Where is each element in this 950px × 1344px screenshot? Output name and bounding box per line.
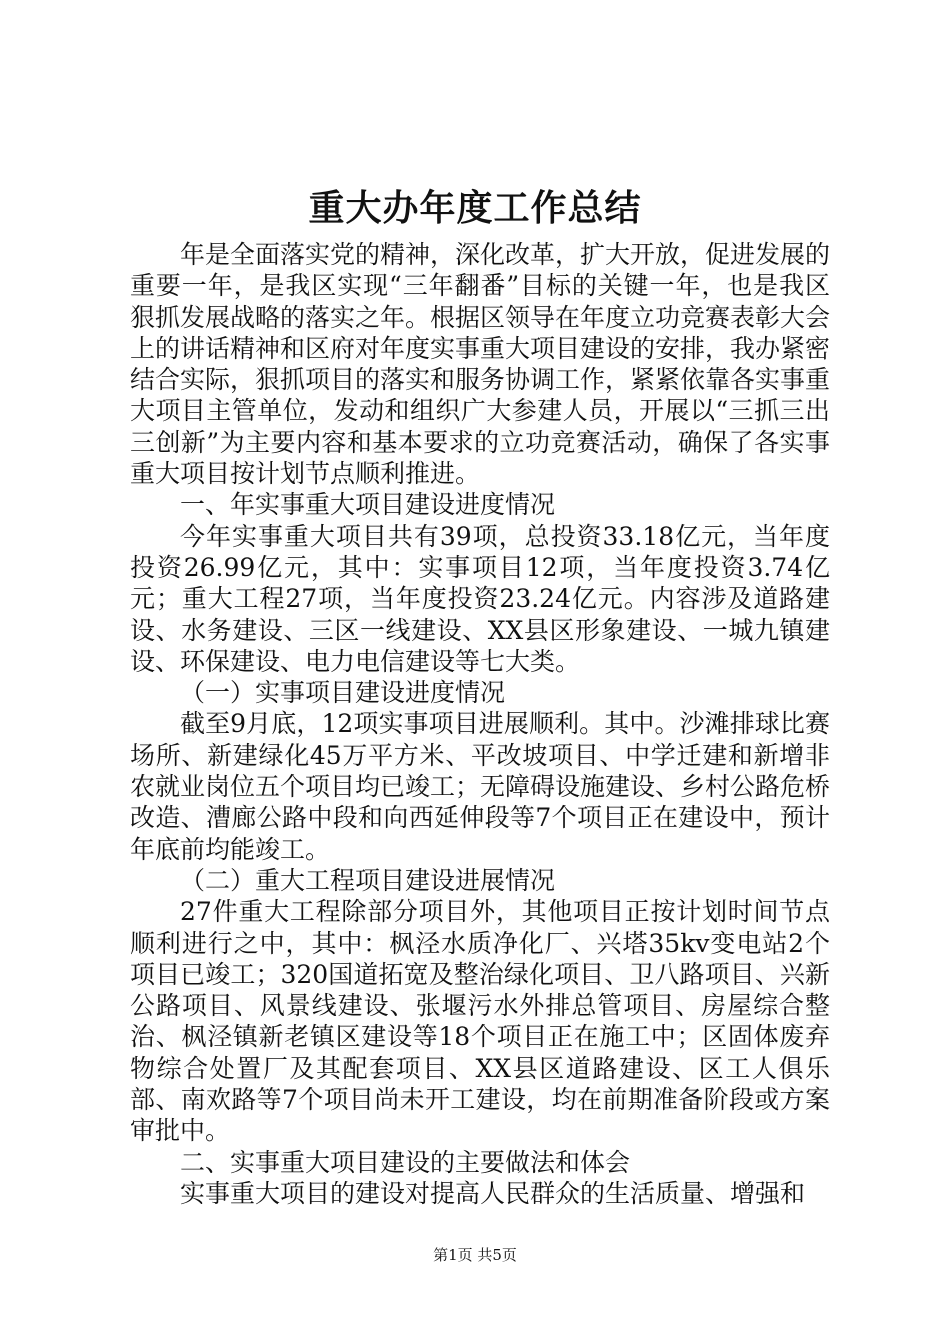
subsection-heading-1: （一）实事项目建设进度情况 xyxy=(180,678,506,708)
section-heading-1: 一、年实事重大项目建设进度情况 xyxy=(180,490,556,520)
document-body xyxy=(130,239,830,1209)
subsection-heading-2: （二）重大工程项目建设进展情况 xyxy=(180,865,556,895)
page-number-footer: 第1页 共5页 xyxy=(433,1246,517,1264)
paragraph-intro: 年是全面落实党的精神，深化改革，扩大开放，促进发展的重要一年，是我区实现“三年翻番”目标的关键一年，也是我区狠抓发展战略的落实之年。根据区领导在年度立功竞赛表彰大会上的讲话精神和区府对年度实事重大项目建设的安排，我办紧密结合实际，狠抓项目的落实和服务协调工作，紧紧依靠各实事重大项目主管单位，发动和组织广大参建人员，开展以“三抓三出三创新”为主要内容和基本要求的立功竞赛活动，确保了各实事重大项目按计划节点顺利推进。 xyxy=(130,240,831,489)
section-heading-2: 二、实事重大项目建设的主要做法和体会 xyxy=(180,1147,631,1177)
paragraph-practical-projects: 截至9月底，12项实事项目进展顺利。其中。沙滩排球比赛场所、新建绿化45万平方米、平改坡项目、中学迁建和新增非农就业岗位五个项目均已竣工；无障碍设施建设、乡村公路危桥改造、漕廊公路中段和向西延伸段等7个项目正在建设中，预计年底前均能竣工。 xyxy=(130,709,831,864)
paragraph-major-projects: 27件重大工程除部分项目外，其他项目正按计划时间节点顺利进行之中，其中：枫泾水质净化厂、兴塔35kv变电站2个项目已竣工；320国道拓宽及整治绿化项目、卫八路项目、兴新公路项目、风景线建设、张堰污水外排总管项目、房屋综合整治、枫泾镇新老镇区建设等18个项目正在施工中；区固体废弃物综合处置厂及其配套项目、XX县区道路建设、区工人俱乐部、南欢路等7个项目尚未开工建设，均在前期准备阶段或方案审批中。 xyxy=(130,897,830,1146)
document-title: 重大办年度工作总结 xyxy=(308,187,642,229)
paragraph-practices: 实事重大项目的建设对提高人民群众的生活质量、增强和 xyxy=(180,1178,806,1208)
paragraph-overview: 今年实事重大项目共有39项，总投资33.18亿元，当年度投资26.99亿元，其中：实事项目12项，当年度投资3.74亿元；重大工程27项，当年度投资23.24亿元。内容涉及道路建设、水务建设、三区一线建设、XX县区形象建设、一城九镇建设、环保建设、电力电信建设等七大类。 xyxy=(130,521,830,676)
